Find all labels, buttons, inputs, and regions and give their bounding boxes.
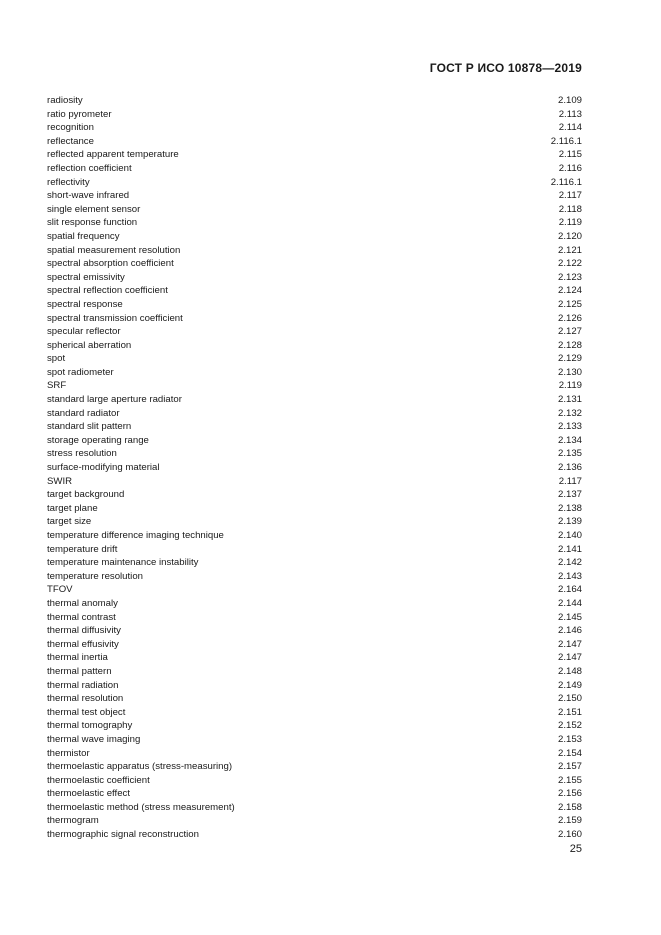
index-term: spectral response: [47, 298, 123, 310]
index-entry: [47, 611, 582, 625]
index-term: temperature difference imaging technique: [47, 530, 224, 541]
index-term: spatial frequency: [47, 230, 120, 242]
index-entry: [47, 230, 582, 244]
index-reference: 2.123: [557, 271, 582, 283]
page-number: 25: [569, 843, 582, 855]
index-entry: [47, 502, 582, 516]
index-term: thermographic signal reconstruction: [47, 829, 199, 841]
index-reference: 2.129: [557, 353, 582, 365]
index-term: reflection coefficient: [47, 162, 132, 174]
index-entry: [47, 543, 582, 557]
index-entry: [47, 434, 582, 448]
index-term: specular reflector: [47, 326, 121, 338]
index-entry: [47, 692, 582, 706]
index-entry: [47, 733, 582, 747]
index-term: ratio pyrometer: [47, 108, 112, 120]
index-entry: [47, 352, 582, 366]
index-entry: [47, 407, 582, 421]
index-entry: [47, 638, 582, 652]
index-reference: 2.125: [557, 298, 582, 310]
index-term: reflected apparent temperature: [47, 149, 179, 161]
index-reference: 2.113: [558, 108, 582, 120]
index-entry: [47, 760, 582, 774]
index-list: [47, 94, 582, 842]
index-entry: [47, 801, 582, 815]
index-reference: 2.149: [557, 679, 582, 691]
index-entry: [47, 271, 582, 285]
index-term: thermoelastic apparatus (stress-measuring): [47, 761, 233, 773]
index-reference: 2.126: [557, 312, 582, 324]
index-entry: [47, 787, 582, 801]
index-term: temperature resolution: [47, 570, 143, 582]
index-term: spectral transmission coefficient: [47, 312, 183, 324]
index-reference: 2.138: [557, 502, 582, 514]
index-term: TFOV: [47, 584, 73, 596]
index-term: target plane: [47, 502, 98, 514]
index-reference: 2.155: [557, 774, 582, 786]
index-reference: 2.130: [557, 366, 582, 378]
index-entry: [47, 162, 582, 176]
index-entry: [47, 203, 582, 217]
index-reference: 2.116: [558, 162, 582, 174]
index-entry: [47, 515, 582, 529]
index-reference: 2.122: [557, 258, 582, 270]
index-term: standard slit pattern: [47, 421, 132, 433]
index-term: radiosity: [47, 95, 83, 106]
index-term: standard large aperture radiator: [47, 394, 182, 406]
index-reference: 2.131: [557, 394, 582, 406]
index-reference: 2.133: [557, 421, 582, 433]
index-reference: 2.127: [557, 326, 582, 338]
index-entry: [47, 366, 582, 380]
index-reference: 2.114: [558, 122, 582, 134]
index-reference: 2.109: [557, 95, 582, 106]
index-term: temperature drift: [47, 543, 118, 555]
index-entry: [47, 556, 582, 570]
index-entry: [47, 244, 582, 258]
index-reference: 2.141: [557, 543, 582, 555]
index-reference: 2.153: [557, 733, 582, 745]
index-entry: [47, 570, 582, 584]
index-entry: [47, 624, 582, 638]
index-entry: [47, 379, 582, 393]
index-term: thermal pattern: [47, 665, 112, 677]
index-term: spectral reflection coefficient: [47, 285, 168, 297]
index-reference: 2.142: [557, 557, 582, 569]
index-entry: [47, 339, 582, 353]
index-entry: [47, 488, 582, 502]
index-reference: 2.118: [558, 203, 582, 215]
index-reference: 2.135: [557, 448, 582, 460]
index-reference: 2.132: [557, 407, 582, 419]
index-reference: 2.156: [557, 788, 582, 800]
index-reference: 2.139: [557, 516, 582, 528]
index-reference: 2.148: [557, 665, 582, 677]
index-reference: 2.160: [557, 829, 582, 841]
index-reference: 2.119: [558, 217, 582, 229]
index-term: thermal contrast: [47, 611, 116, 623]
index-term: thermal diffusivity: [47, 625, 121, 637]
index-term: spot: [47, 353, 66, 365]
index-reference: 2.145: [557, 611, 582, 623]
index-term: spot radiometer: [47, 366, 114, 378]
index-term: thermal inertia: [47, 652, 108, 664]
index-entry: [47, 148, 582, 162]
index-term: thermal wave imaging: [47, 733, 141, 745]
index-reference: 2.134: [557, 434, 582, 446]
index-reference: 2.144: [557, 597, 582, 609]
index-term: surface-modifying material: [47, 462, 160, 474]
index-term: thermal test object: [47, 706, 126, 718]
index-reference: 2.116.1: [550, 176, 582, 188]
index-entry: [47, 135, 582, 149]
index-reference: 2.147: [557, 638, 582, 650]
index-term: stress resolution: [47, 448, 117, 460]
index-term: thermal radiation: [47, 679, 119, 691]
index-reference: 2.147: [557, 652, 582, 664]
index-term: thermogram: [47, 815, 99, 827]
index-entry: [47, 665, 582, 679]
index-term: spectral absorption coefficient: [47, 258, 174, 270]
index-reference: 2.140: [557, 530, 582, 541]
index-term: slit response function: [47, 217, 138, 229]
index-entry: [47, 298, 582, 312]
index-term: recognition: [47, 122, 94, 134]
index-reference: 2.143: [557, 570, 582, 582]
index-entry: [47, 461, 582, 475]
index-entry: [47, 108, 582, 122]
index-entry: [47, 679, 582, 693]
index-term: thermoelastic method (stress measurement): [47, 801, 235, 813]
index-reference: 2.154: [557, 747, 582, 759]
index-entry: [47, 529, 582, 543]
index-term: thermoelastic effect: [47, 788, 131, 800]
index-entry: [47, 814, 582, 828]
index-reference: 2.124: [557, 285, 582, 297]
index-reference: 2.150: [557, 693, 582, 705]
index-reference: 2.136: [557, 462, 582, 474]
index-entry: [47, 420, 582, 434]
index-entry: [47, 121, 582, 135]
index-term: target size: [47, 516, 92, 528]
index-entry: [47, 216, 582, 230]
index-term: spatial measurement resolution: [47, 244, 181, 256]
index-term: thermistor: [47, 747, 90, 759]
index-entry: [47, 94, 582, 108]
index-term: temperature maintenance instability: [47, 557, 199, 569]
index-entry: [47, 597, 582, 611]
index-term: thermal tomography: [47, 720, 133, 732]
index-entry: [47, 257, 582, 271]
index-reference: 2.121: [557, 244, 582, 256]
index-reference: 2.164: [557, 584, 582, 596]
index-term: spectral emissivity: [47, 271, 125, 283]
index-term: SRF: [47, 380, 67, 392]
index-term: storage operating range: [47, 434, 149, 446]
index-reference: 2.151: [557, 706, 582, 718]
index-term: thermal resolution: [47, 693, 124, 705]
index-entry: [47, 176, 582, 190]
index-term: reflectivity: [47, 176, 90, 188]
index-entry: [47, 747, 582, 761]
index-entry: [47, 325, 582, 339]
index-entry: [47, 828, 582, 842]
index-reference: 2.152: [557, 720, 582, 732]
index-entry: [47, 189, 582, 203]
index-reference: 2.159: [557, 815, 582, 827]
index-reference: 2.157: [557, 761, 582, 773]
index-reference: 2.115: [558, 149, 582, 161]
index-term: thermal anomaly: [47, 597, 118, 609]
index-reference: 2.158: [557, 801, 582, 813]
index-entry: [47, 475, 582, 489]
index-term: short-wave infrared: [47, 190, 130, 202]
index-reference: 2.116.1: [550, 135, 582, 147]
index-term: target background: [47, 489, 125, 501]
index-entry: [47, 447, 582, 461]
index-term: thermoelastic coefficient: [47, 774, 150, 786]
index-entry: [47, 706, 582, 720]
index-reference: 2.137: [557, 489, 582, 501]
index-entry: [47, 284, 582, 298]
index-term: spherical aberration: [47, 339, 132, 351]
index-term: single element sensor: [47, 203, 141, 215]
index-reference: 2.128: [557, 339, 582, 351]
index-entry: [47, 312, 582, 326]
index-reference: 2.146: [557, 625, 582, 637]
index-entry: [47, 393, 582, 407]
index-term: reflectance: [47, 135, 94, 147]
index-entry: [47, 719, 582, 733]
index-entry: [47, 583, 582, 597]
page-header: ГОСТ Р ИСО 10878—2019: [429, 61, 582, 75]
index-reference: 2.120: [557, 230, 582, 242]
index-reference: 2.117: [558, 475, 582, 487]
index-entry: [47, 651, 582, 665]
index-term: SWIR: [47, 475, 73, 487]
index-reference: 2.119: [558, 380, 582, 392]
index-reference: 2.117: [558, 190, 582, 202]
index-entry: [47, 774, 582, 788]
index-term: thermal effusivity: [47, 638, 119, 650]
index-term: standard radiator: [47, 407, 120, 419]
